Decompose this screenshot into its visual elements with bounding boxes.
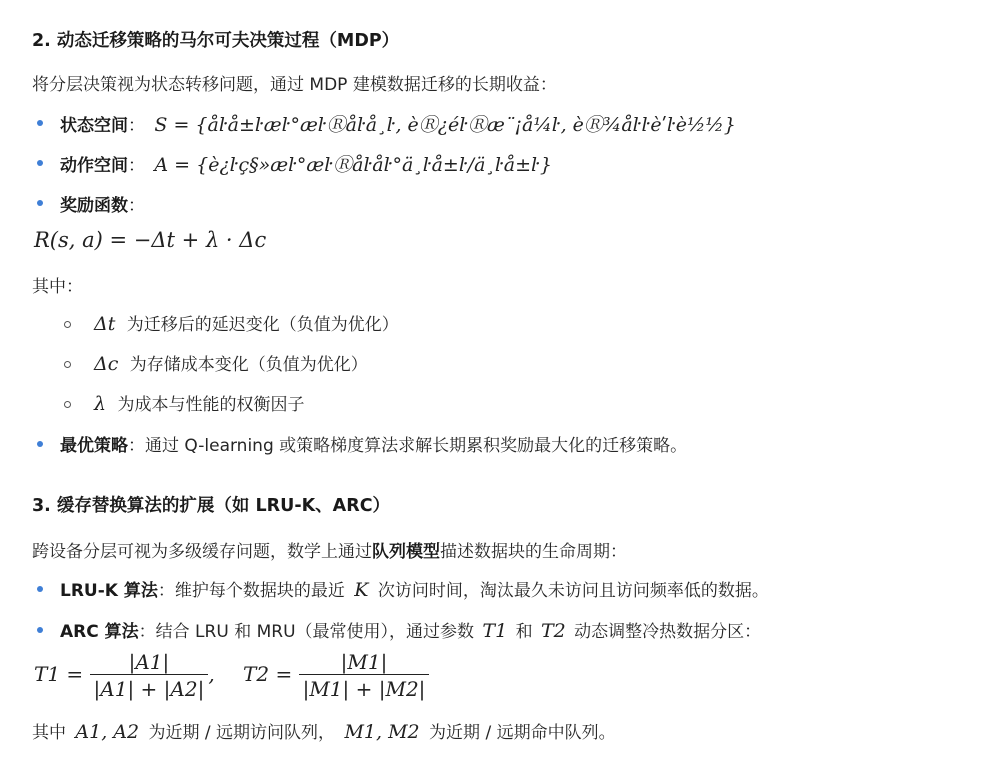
bullet-icon — [37, 586, 43, 592]
lruk-symbol: K — [354, 579, 369, 601]
hollow-bullet-icon — [64, 321, 71, 328]
t2-denominator: |M1| + |M2| — [299, 674, 430, 701]
bullet-icon — [37, 627, 43, 633]
t1-fraction — [90, 650, 209, 701]
lruk-post: 次访问时间，淘汰最久未访问且访问频率低的数据。 — [377, 581, 769, 601]
t2-fraction — [299, 650, 430, 701]
t2-numerator: |M1| — [340, 650, 388, 674]
reward-formula: R(s, a) = −Δt + λ · Δc — [34, 228, 267, 252]
action-space-formula: A = {è¿ŀç§»æŀ°æŀⓇåŀåŀ°ä¸ŀå±ŀ/ä¸ŀå±ŀ} — [154, 154, 552, 176]
bullet-icon — [37, 441, 43, 447]
sub-item-lambda — [94, 390, 304, 415]
arc-item — [60, 617, 761, 642]
arc-label: ARC 算法 — [60, 622, 139, 642]
queue-note — [32, 718, 616, 743]
sub-item-delta-t — [94, 310, 399, 335]
t1-denominator: |A1| + |A2| — [90, 674, 209, 701]
bullet-icon — [37, 200, 43, 206]
section-3-intro — [32, 537, 627, 562]
queue-note-sym1: A1, A2 — [75, 721, 140, 743]
queue-note-mid: 为近期 / 远期访问队列， — [148, 723, 336, 743]
sub-item-text: 为存储成本变化（负值为优化） — [129, 355, 368, 375]
state-space-formula: S = {åŀå±ŀæŀ°æŀⓇåŀå¸ŀ, èⓇ¿éŀⓇæ¨¡å¼ŀ, èⓇ¾åŀŀèʹŀè½½} — [154, 114, 736, 136]
section-2-heading: 2. 动态迁移策略的马尔可夫决策过程（MDP） — [32, 31, 400, 51]
t2-lhs: T2 = — [243, 662, 293, 686]
policy-item — [60, 431, 687, 456]
queue-note-post: 为近期 / 远期命中队列。 — [429, 723, 616, 743]
arc-post: 动态调整冷热数据分区： — [574, 622, 762, 642]
sub-item-text: 为迁移后的延迟变化（负值为优化） — [126, 315, 399, 335]
policy-label: 最优策略 — [60, 436, 128, 456]
arc-t2: T2 — [541, 620, 566, 642]
sub-item-symbol: λ — [94, 393, 107, 415]
formula-separator: , — [208, 662, 215, 686]
queue-note-pre: 其中 — [32, 723, 66, 743]
sub-item-symbol: Δt — [94, 313, 116, 335]
bullet-icon — [37, 120, 43, 126]
hollow-bullet-icon — [64, 361, 71, 368]
reward-label: 奖励函数 — [60, 196, 128, 216]
hollow-bullet-icon — [64, 401, 71, 408]
sub-item-delta-c — [94, 350, 368, 375]
action-space-colon: ： — [128, 156, 145, 176]
arc-t1: T1 — [482, 620, 508, 642]
section-2-intro: 将分层决策视为状态转移问题，通过 MDP 建模数据迁移的长期收益： — [32, 75, 557, 95]
t1-numerator: |A1| — [128, 650, 170, 674]
lruk-pre: ：维护每个数据块的最近 — [157, 581, 345, 601]
action-space-item — [60, 150, 552, 177]
sub-item-text: 为成本与性能的权衡因子 — [117, 395, 305, 415]
where-label: 其中： — [32, 277, 83, 297]
t1-lhs: T1 = — [34, 662, 84, 686]
queue-model-term: 队列模型 — [372, 542, 440, 562]
reward-item — [60, 191, 145, 216]
section-3-intro-pre: 跨设备分层可视为多级缓存问题，数学上通过 — [32, 542, 372, 562]
state-space-label: 状态空间 — [60, 116, 128, 136]
state-space-item — [60, 110, 736, 137]
lruk-item — [60, 576, 769, 601]
arc-formula — [34, 650, 429, 701]
arc-and: 和 — [515, 622, 533, 642]
state-space-colon: ： — [128, 116, 145, 136]
bullet-icon — [37, 160, 43, 166]
reward-colon: ： — [128, 196, 145, 216]
queue-note-sym2: M1, M2 — [344, 721, 420, 743]
section-3-intro-post: 描述数据块的生命周期： — [440, 542, 627, 562]
action-space-label: 动作空间 — [60, 156, 128, 176]
sub-item-symbol: Δc — [94, 353, 119, 375]
policy-text: ：通过 Q-learning 或策略梯度算法求解长期累积奖励最大化的迁移策略。 — [128, 436, 688, 456]
section-3-heading: 3. 缓存替换算法的扩展（如 LRU-K、ARC） — [32, 496, 391, 516]
lruk-label: LRU-K 算法 — [60, 581, 158, 601]
arc-pre: ：结合 LRU 和 MRU（最常使用），通过参数 — [138, 622, 475, 642]
